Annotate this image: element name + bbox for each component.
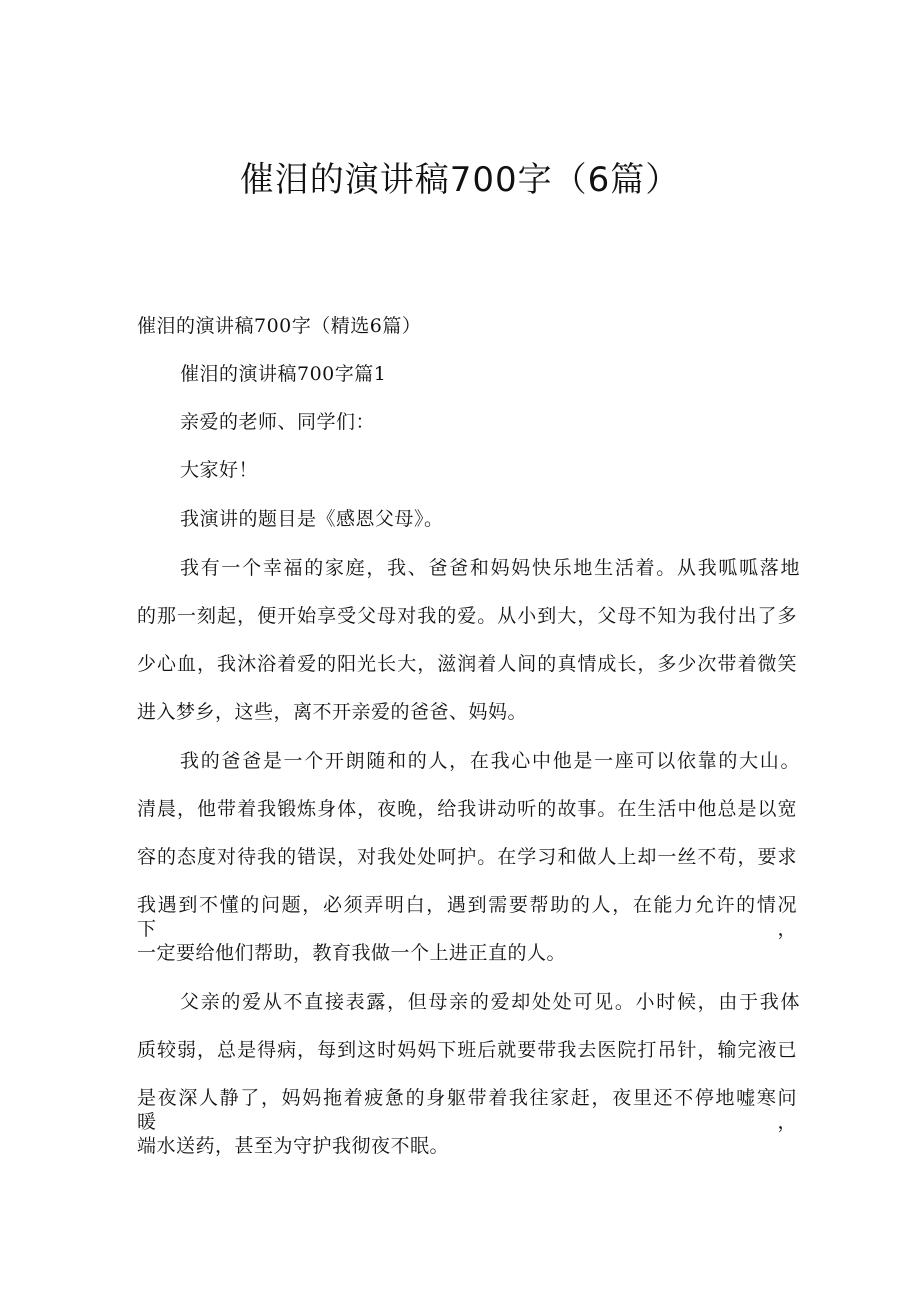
- paragraph-2-line: 我的爸爸是一个开朗随和的人，在我心中他是一座可以依靠的大山。: [180, 750, 800, 772]
- paragraph-2-line: 一定要给他们帮助，教育我做一个上进正直的人。: [137, 942, 567, 964]
- hello-line: 大家好！: [180, 459, 259, 481]
- document-subtitle: 催泪的演讲稿700字（精选6篇）: [137, 315, 422, 337]
- paragraph-3-line: 端水送药，甚至为守护我彻夜不眠。: [137, 1135, 450, 1157]
- paragraph-1-line: 的那一刻起，便开始享受父母对我的爱。从小到大，父母不知为我付出了多: [137, 605, 797, 627]
- paragraph-1-line: 我有一个幸福的家庭，我、爸爸和妈妈快乐地生活着。从我呱呱落地: [180, 557, 800, 579]
- paragraph-3-line: 质较弱，总是得病，每到这时妈妈下班后就要带我去医院打吊针，输完液已: [137, 1039, 797, 1061]
- topic-line: 我演讲的题目是《感恩父母》。: [180, 508, 444, 530]
- paragraph-2-line: 我遇到不懂的问题，必须弄明白，遇到需要帮助的人，在能力允许的情况下，: [137, 894, 797, 940]
- paragraph-2-line: 容的态度对待我的错误，对我处处呵护。在学习和做人上却一丝不苟，要求: [137, 846, 797, 868]
- paragraph-2-line: 清晨，他带着我锻炼身体，夜晚，给我讲动听的故事。在生活中他总是以宽: [137, 798, 797, 820]
- paragraph-1-line: 少心血，我沐浴着爱的阳光长大，滋润着人间的真情成长，多少次带着微笑: [137, 653, 797, 675]
- paragraph-1-line: 进入梦乡，这些，离不开亲爱的爸爸、妈妈。: [137, 701, 528, 723]
- paragraph-3-line: 是夜深人静了，妈妈拖着疲惫的身躯带着我往家赶，夜里还不停地嘘寒问暖，: [137, 1087, 797, 1133]
- greeting-line: 亲爱的老师、同学们：: [180, 411, 376, 433]
- document-title: 催泪的演讲稿700字（6篇）: [239, 160, 681, 200]
- section-heading: 催泪的演讲稿700字篇1: [180, 363, 387, 385]
- paragraph-3-line: 父亲的爱从不直接表露，但母亲的爱却处处可见。小时候，由于我体: [180, 991, 800, 1013]
